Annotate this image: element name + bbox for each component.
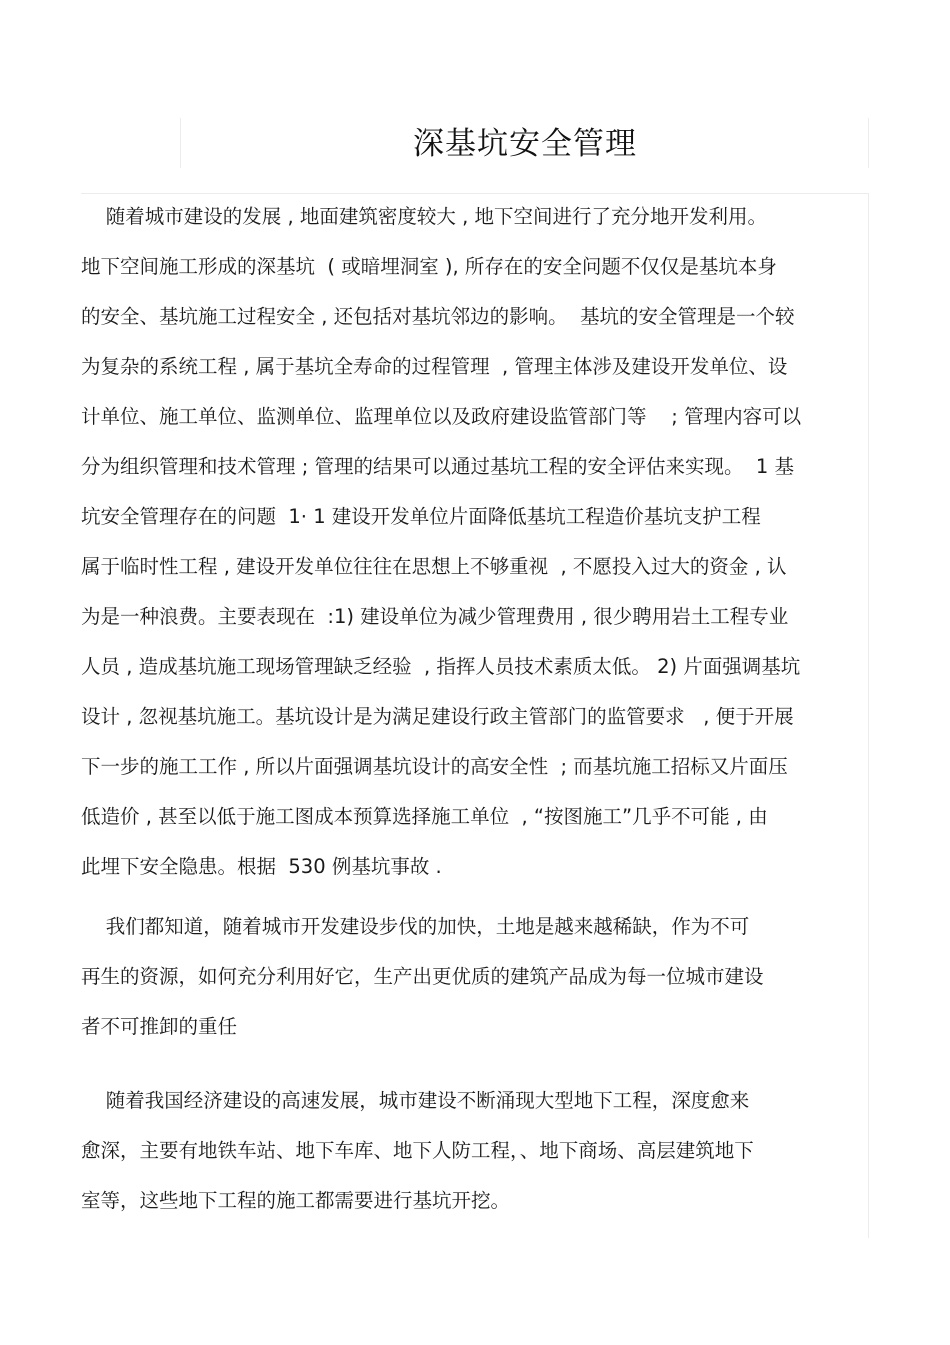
paragraph-1-line: 坑安全管理存在的问题 1· 1 建设开发单位片面降低基坑工程造价基坑支护工程	[81, 505, 761, 528]
paragraph-1-line: 地下空间施工形成的深基坑 ( 或暗埋洞室 ), 所存在的安全问题不仅仅是基坑本身	[81, 255, 777, 278]
paragraph-1-line: 设计 , 忽视基坑施工。基坑设计是为满足建设行政主管部门的监管要求 , 便于开展	[81, 705, 794, 728]
paragraph-2-line: 再生的资源，如何充分利用好它，生产出更优质的建筑产品成为每一位城市建设	[81, 965, 764, 988]
paragraph-1-line: 为复杂的系统工程 , 属于基坑全寿命的过程管理 , 管理主体涉及建设开发单位、设	[81, 355, 788, 378]
paragraph-3-line: 室等，这些地下工程的施工都需要进行基坑开挖。	[81, 1189, 511, 1212]
body-right-rule	[868, 193, 869, 1238]
paragraph-1-line: 此埋下安全隐患。根据 530 例基坑事故 .	[81, 855, 442, 878]
paragraph-1-line: 人员 , 造成基坑施工现场管理缺乏经验 , 指挥人员技术素质太低。 2) 片面强调基坑	[81, 655, 801, 678]
paragraph-1-line: 低造价 , 甚至以低于施工图成本预算选择施工单位 , “按图施工”几乎不可能 , 由	[81, 805, 768, 828]
paragraph-2-line: 我们都知道，随着城市开发建设步伐的加快，土地是越来越稀缺，作为不可	[81, 915, 750, 938]
paragraph-1-line: 的安全、基坑施工过程安全 , 还包括对基坑邻边的影响。 基坑的安全管理是一个较	[81, 305, 795, 328]
paragraph-1-line: 下一步的施工工作 , 所以片面强调基坑设计的高安全性 ; 而基坑施工招标又片面压	[81, 755, 788, 778]
page-title: 深基坑安全管理	[413, 126, 637, 162]
paragraph-1-line: 为是一种浪费。主要表现在 :1) 建设单位为减少管理费用 , 很少聘用岩土工程专业	[81, 605, 789, 628]
paragraph-3-line: 愈深，主要有地铁车站、地下车库、地下人防工程，、地下商场、高层建筑地下	[81, 1139, 754, 1162]
paragraph-1-line: 随着城市建设的发展 , 地面建筑密度较大 , 地下空间进行了充分地开发利用。	[81, 205, 767, 228]
paragraph-1-line: 属于临时性工程 , 建设开发单位往往在思想上不够重视 , 不愿投入过大的资金 , 认	[81, 555, 787, 578]
paragraph-3-line: 随着我国经济建设的高速发展，城市建设不断涌现大型地下工程，深度愈来	[81, 1089, 750, 1112]
paragraph-1-line: 分为组织管理和技术管理 ; 管理的结果可以通过基坑工程的安全评估来实现。 1 基	[81, 455, 794, 478]
paragraph-2-line: 者不可推卸的重任	[81, 1015, 238, 1038]
body-top-rule	[81, 193, 869, 194]
paragraph-1-line: 计单位、施工单位、监测单位、监理单位以及政府建设监管部门等 ; 管理内容可以	[81, 405, 802, 428]
